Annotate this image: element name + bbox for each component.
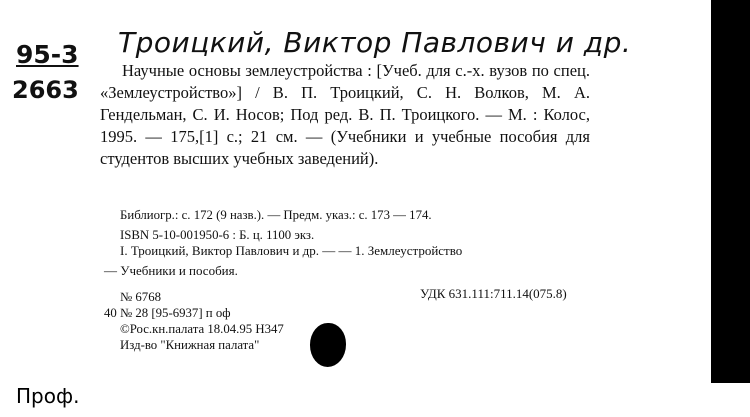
index-line-2: — Учебники и пособия. (104, 263, 238, 278)
handwritten-code-top: 95-3 (16, 40, 79, 69)
handwritten-heading: Троицкий, Виктор Павлович и др. (118, 26, 632, 59)
bibliography-note: Библиогр.: с. 172 (9 назв.). — Предм. указ.: с. 173 — 174. (120, 208, 432, 222)
ink-blot (310, 323, 346, 367)
bottom-strip (0, 383, 750, 417)
handwritten-code-bottom: 2663 (12, 76, 79, 104)
book-chamber-line: ©Рос.кн.палата 18.04.95 Н347 (120, 322, 284, 336)
udc-code: УДК 631.111:711.14(075.8) (420, 286, 567, 301)
registration-line: 40 № 28 [95-6937] п оф (104, 306, 231, 320)
handwritten-note: Проф. (12, 384, 83, 408)
publisher-line: Изд-во "Книжная палата" (120, 338, 260, 352)
bibliographic-description (100, 60, 590, 170)
isbn-line: ISBN 5-10-001950-6 : Б. ц. 1100 экз. (120, 228, 315, 242)
description-text: Научные основы землеустройства : [Учеб. для с.-х. вузов по спец. «Землеустройство»] / В. П. Троицкий, С. Н. Волков, М. А. Гендельман, С. И. Носов; Под ред. В. П. Троицкого. — М. : Колос, 1995. — 175,[1] с.; 21 см. — (Учебники и учебные пособия для студентов высших учебных заведений). (100, 61, 590, 168)
index-line-1: I. Троицкий, Виктор Павлович и др. — — 1. Землеустройство (120, 243, 463, 258)
card-number: № 6768 (120, 290, 162, 304)
